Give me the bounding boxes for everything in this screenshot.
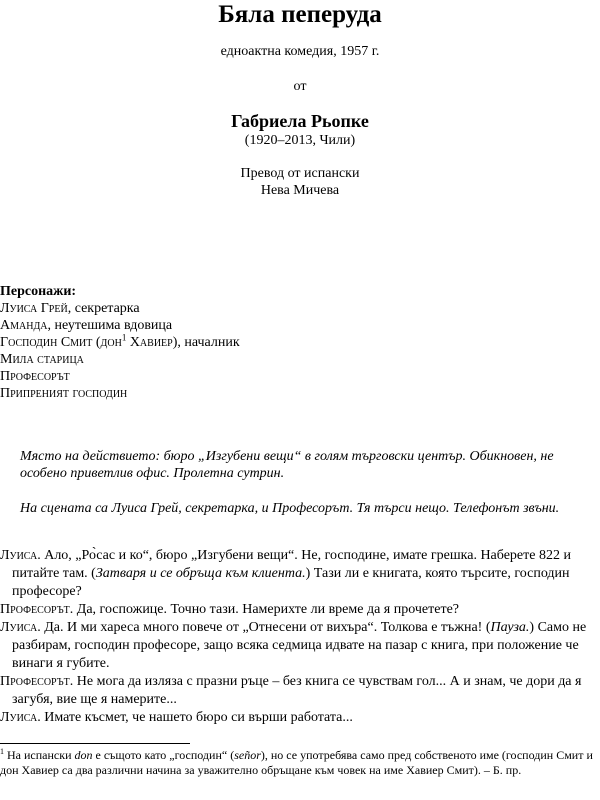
cast-item: Луиса Грей, секретарка <box>0 301 140 316</box>
dialogue-line: Луиса. Ало, „Ро̀сас и ко“, бюро „Изгубени вещи“. Не, господине, имате грешка. Наберете 822 и питайте там. (Затваря и се обръща към клиента.) Тази ли е книгата, която търсите, господин професоре? <box>0 548 571 599</box>
cast-list <box>0 283 600 402</box>
dialogue-line: Луиса. Да. И ми хареса много повече от „Отнесени от вихъра“. Толкова е тъжна! (Пауза.) Само не разбирам, господин професоре, защо всяка седмица идвате на пазар с книга, при положение че винаги я губите. <box>0 620 587 671</box>
dialogue <box>0 547 598 727</box>
cast-item: Мила старица <box>0 352 84 367</box>
play-subtitle: едноактна комедия, 1957 г. <box>220 44 380 59</box>
cast-item: Професорът <box>0 369 70 384</box>
footnote-reference[interactable]: 1 <box>121 332 127 343</box>
author-name: Габриела Рьопке <box>231 111 369 131</box>
opening-stage-direction: На сцената са Луиса Грей, секретарка, и Професорът. Тя търси нещо. Телефонът звъни. <box>20 501 560 516</box>
footnote: $^1$ На испански don е същото като „господин“ (señor), но се употребява само пред собственото име (господин Смит и дон Хавиер са два различни начина за уважително обръщане към човек на име Хавиер Смит). – Б. пр. <box>0 747 593 777</box>
author-years: (1920–2013, Чили) <box>244 133 356 148</box>
dialogue-line: Професорът. Не мога да изляза с празни ръце – без книга се чувствам гол... А и знам, че дори да я загубя, вие ще я намерите... <box>0 674 582 707</box>
cast-item: Аманда, неутешима вдовица <box>0 318 173 333</box>
cast-item: Припреният господин <box>0 386 128 401</box>
by-line: от <box>293 79 307 94</box>
dialogue-line: Луиса. Имате късмет, че нашето бюро си върши работата... <box>0 710 353 725</box>
setting-description: Място на действието: бюро „Изгубени вещи“ в голям търговски център. Обикновен, не особено приветлив офис. Пролетна сутрин. <box>20 449 554 481</box>
cast-heading: Персонажи: <box>0 284 77 299</box>
play-title: Бяла пеперуда <box>218 1 382 28</box>
footnote-number: 1 <box>0 747 4 756</box>
footnote-divider <box>0 743 190 744</box>
dialogue-line: Професорът. Да, госпожице. Точно тази. Намерихте ли време да я прочетете? <box>0 602 459 617</box>
translation-line: Превод от испански <box>240 166 360 181</box>
translator-name: Нева Мичева <box>260 183 340 198</box>
cast-item: Господин Смит (дон$^1$ Хавиер), началник <box>0 332 240 350</box>
